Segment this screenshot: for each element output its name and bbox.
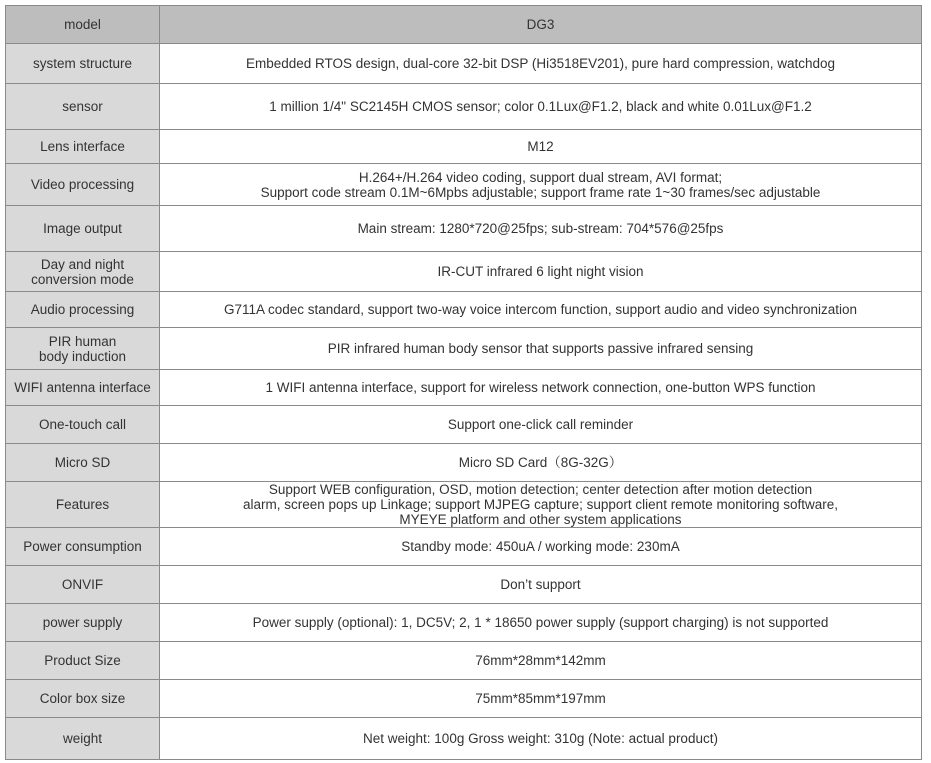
spec-label: [6, 528, 160, 566]
spec-value-line: Don’t support: [500, 577, 581, 592]
spec-label: [6, 642, 160, 680]
spec-label: [6, 566, 160, 604]
spec-label-line: body induction: [38, 348, 127, 364]
spec-label-line: sensor: [62, 99, 103, 114]
spec-label-line: Power consumption: [23, 539, 142, 554]
spec-value-line: G711A codec standard, support two-way voice intercom function, support audio and video synchronization: [223, 302, 858, 317]
spec-row: [6, 206, 922, 252]
spec-value: [160, 44, 922, 84]
spec-value-line: Embedded RTOS design, dual-core 32-bit DSP (Hi3518EV201), pure hard compression, watchdog: [245, 56, 836, 71]
header-value: DG3: [160, 6, 922, 44]
spec-value-line: Support one-click call reminder: [447, 417, 634, 432]
spec-label: [6, 406, 160, 444]
spec-label-line: Product Size: [44, 653, 121, 668]
spec-label: [6, 482, 160, 528]
spec-label: [6, 130, 160, 164]
spec-value-line: Support code stream 0.1M~6Mpbs adjustable; support frame rate 1~30 frames/sec adjustable: [260, 184, 821, 200]
spec-label-line: Video processing: [30, 177, 135, 192]
spec-value-line: IR-CUT infrared 6 light night vision: [437, 264, 644, 279]
spec-row: [6, 406, 922, 444]
spec-label: [6, 604, 160, 642]
spec-value: [160, 566, 922, 604]
spec-label-line: weight: [62, 731, 103, 746]
spec-row: [6, 680, 922, 718]
spec-value: [160, 84, 922, 130]
spec-value-line: MYEYE platform and other system applications: [399, 512, 682, 527]
spec-row: [6, 718, 922, 760]
spec-label: [6, 718, 160, 760]
spec-value-line: 76mm*28mm*142mm: [475, 653, 606, 668]
spec-value-line: PIR infrared human body sensor that supports passive infrared sensing: [327, 341, 754, 356]
spec-label: [6, 84, 160, 130]
spec-row: [6, 252, 922, 292]
spec-label: [6, 44, 160, 84]
spec-label: [6, 370, 160, 406]
spec-value-line: Main stream: 1280*720@25fps; sub-stream: 704*576@25fps: [357, 221, 724, 236]
spec-label-line: system structure: [32, 56, 133, 71]
spec-value: [160, 718, 922, 760]
spec-label: [6, 252, 160, 292]
spec-row: [6, 370, 922, 406]
spec-value: [160, 130, 922, 164]
spec-value-line: alarm, screen pops up Linkage; support MJPEG capture; support client remote monitoring software,: [242, 497, 839, 512]
spec-value-line: M12: [527, 139, 554, 154]
spec-row: [6, 566, 922, 604]
spec-value-line: Support WEB configuration, OSD, motion detection; center detection after motion detection: [268, 482, 813, 497]
spec-label: [6, 328, 160, 370]
spec-label-line: ONVIF: [61, 577, 104, 592]
spec-value-line: Micro SD Card（8G-32G）: [458, 455, 623, 470]
spec-row: [6, 292, 922, 328]
spec-value: [160, 406, 922, 444]
spec-row: [6, 604, 922, 642]
spec-table-body: [6, 6, 922, 760]
spec-row: [6, 84, 922, 130]
spec-value: [160, 444, 922, 482]
spec-label-line: Color box size: [39, 691, 126, 706]
spec-row: [6, 444, 922, 482]
spec-label-line: Features: [55, 497, 110, 512]
spec-value: [160, 370, 922, 406]
spec-value: [160, 642, 922, 680]
spec-row: [6, 130, 922, 164]
spec-value-line: 1 million 1/4" SC2145H CMOS sensor; color 0.1Lux@F1.2, black and white 0.01Lux@F1.2: [269, 99, 812, 114]
spec-label: [6, 164, 160, 206]
spec-label-line: PIR human: [48, 333, 117, 349]
spec-value-line: 1 WIFI antenna interface, support for wireless network connection, one-button WPS function: [265, 380, 816, 395]
spec-label: [6, 444, 160, 482]
spec-label-line: Lens interface: [40, 139, 125, 154]
spec-value-line: 75mm*85mm*197mm: [475, 691, 606, 706]
spec-value: [160, 482, 922, 528]
spec-value: [160, 292, 922, 328]
spec-label: [6, 206, 160, 252]
spec-value-line: Net weight: 100g Gross weight: 310g (Note: actual product): [363, 731, 718, 746]
spec-label: [6, 292, 160, 328]
spec-value-line: H.264+/H.264 video coding, support dual stream, AVI format;: [358, 169, 723, 185]
spec-label-line: Audio processing: [30, 302, 135, 317]
spec-table: [5, 5, 922, 760]
spec-row: [6, 328, 922, 370]
spec-value: [160, 680, 922, 718]
spec-value-line: Power supply (optional): 1, DC5V; 2, 1 * 18650 power supply (support charging) is not supported: [252, 615, 829, 630]
header-label: model: [6, 6, 160, 44]
spec-value: [160, 528, 922, 566]
spec-label: [6, 680, 160, 718]
header-row: [6, 6, 922, 44]
spec-value: [160, 206, 922, 252]
spec-label-line: WIFI antenna interface: [14, 380, 151, 395]
spec-value-line: Standby mode: 450uA / working mode: 230mA: [401, 539, 680, 554]
spec-label-line: One-touch call: [38, 417, 127, 432]
spec-value: [160, 252, 922, 292]
spec-row: [6, 44, 922, 84]
spec-row: [6, 642, 922, 680]
spec-label-line: Image output: [43, 221, 122, 236]
spec-value: [160, 164, 922, 206]
spec-label-line: conversion mode: [31, 271, 134, 287]
spec-row: [6, 482, 922, 528]
spec-value: [160, 328, 922, 370]
spec-label-line: Day and night: [40, 256, 125, 272]
spec-row: [6, 164, 922, 206]
spec-label-line: power supply: [42, 615, 123, 630]
spec-row: [6, 528, 922, 566]
spec-label-line: Micro SD: [54, 455, 111, 470]
spec-value: [160, 604, 922, 642]
